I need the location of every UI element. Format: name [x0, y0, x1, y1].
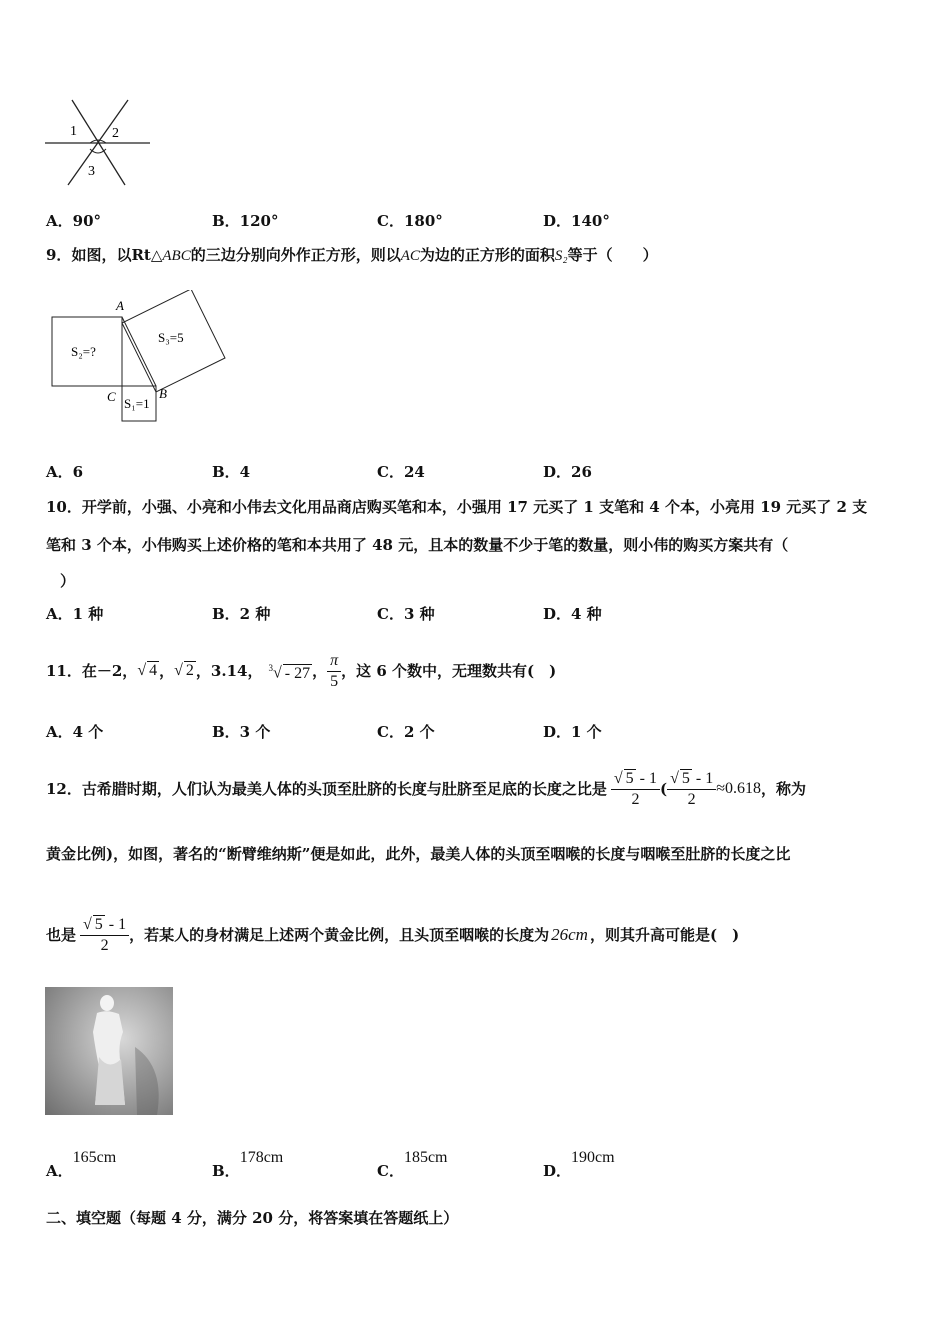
q9-option-a: A．6: [46, 463, 84, 481]
q10-line-2: 笔和 3 个本，小伟购买上述价格的笔和本共用了 48 元，且本的数量不少于笔的数量，则小伟的购买方案共有（: [46, 536, 789, 554]
squares-figure: [45, 290, 235, 430]
q8-option-d: D．140°: [543, 212, 610, 230]
section-2-heading: 二、填空题（每题 4 分，满分 20 分，将答案填在答题纸上）: [46, 1209, 459, 1227]
q12-option-b: B．178cm: [212, 1149, 284, 1180]
q8-option-a: A．90°: [46, 212, 102, 230]
q10-line-3: ）: [60, 572, 76, 590]
q12-option-d: D．190cm: [543, 1149, 615, 1180]
q10-option-d: D．4 种: [543, 605, 602, 623]
q11-question: 11．在－2， √ 4 ， √ 2 ， 3.14， $^3$√ - 27 ， $\frac{\pi}{5}$ ，这 6 个数中，无理数共有( ): [46, 651, 557, 690]
angle-label-1: 1: [70, 124, 77, 139]
q9-question: 9．如图，以Rt△ABC的三边分别向外作正方形，则以AC为边的正方形的面积S₂等于（ ）: [46, 246, 658, 264]
square-left-label: S₂=?: [71, 344, 96, 359]
vertex-b: B: [159, 386, 167, 401]
q11-option-a: A．4 个: [46, 723, 104, 741]
angle-label-2: 2: [112, 126, 119, 141]
square-right-label: S₃=5: [158, 330, 184, 345]
q12-line-2: 黄金比例)，如图，著名的“断臂维纳斯”便是如此，此外，最美人体的头顶至咽喉的长度与咽喉至肚脐的长度之比: [46, 845, 791, 863]
q8-option-c: C．180°: [377, 212, 443, 230]
vertex-c: C: [107, 389, 116, 404]
q10-option-b: B．2 种: [212, 605, 271, 623]
q8-option-b: B．120°: [212, 212, 279, 230]
q11-option-b: B．3 个: [212, 723, 271, 741]
angle-label-3: 3: [88, 164, 95, 179]
statue-silhouette: [45, 987, 173, 1115]
q11-option-d: D．1 个: [543, 723, 602, 741]
square-bottom-label: S₁=1: [124, 396, 150, 411]
q12-line-1: 12．古希腊时期，人们认为最美人体的头顶至肚脐的长度与肚脐至足底的长度之比是 $\frac{√ 5 - 1}{2}$ ( $\frac{√ 5 - 1}{2}$ ≈0.618 ，称为: [46, 769, 807, 808]
q11-option-c: C．2 个: [377, 723, 435, 741]
q9-option-d: D．26: [543, 463, 592, 481]
q10-option-c: C．3 种: [377, 605, 435, 623]
venus-statue-image: [45, 987, 173, 1115]
angle-figure: [40, 95, 160, 190]
q10-option-a: A．1 种: [46, 605, 104, 623]
q12-line-3: 也是 $\frac{√ 5 - 1}{2}$ ，若某人的身材满足上述两个黄金比例，且头顶至咽喉的长度为 26cm ，则其升高可能是( ): [46, 915, 740, 954]
vertex-a: A: [116, 298, 124, 313]
q9-option-c: C．24: [377, 463, 425, 481]
q10-line-1: 10．开学前，小强、小亮和小伟去文化用品商店购买笔和本，小强用 17 元买了 1 支笔和 4 个本，小亮用 19 元买了 2 支: [46, 498, 868, 516]
q12-option-a: A．165cm: [46, 1149, 117, 1180]
q12-option-c: C．185cm: [377, 1149, 448, 1180]
q9-option-b: B．4: [212, 463, 251, 481]
